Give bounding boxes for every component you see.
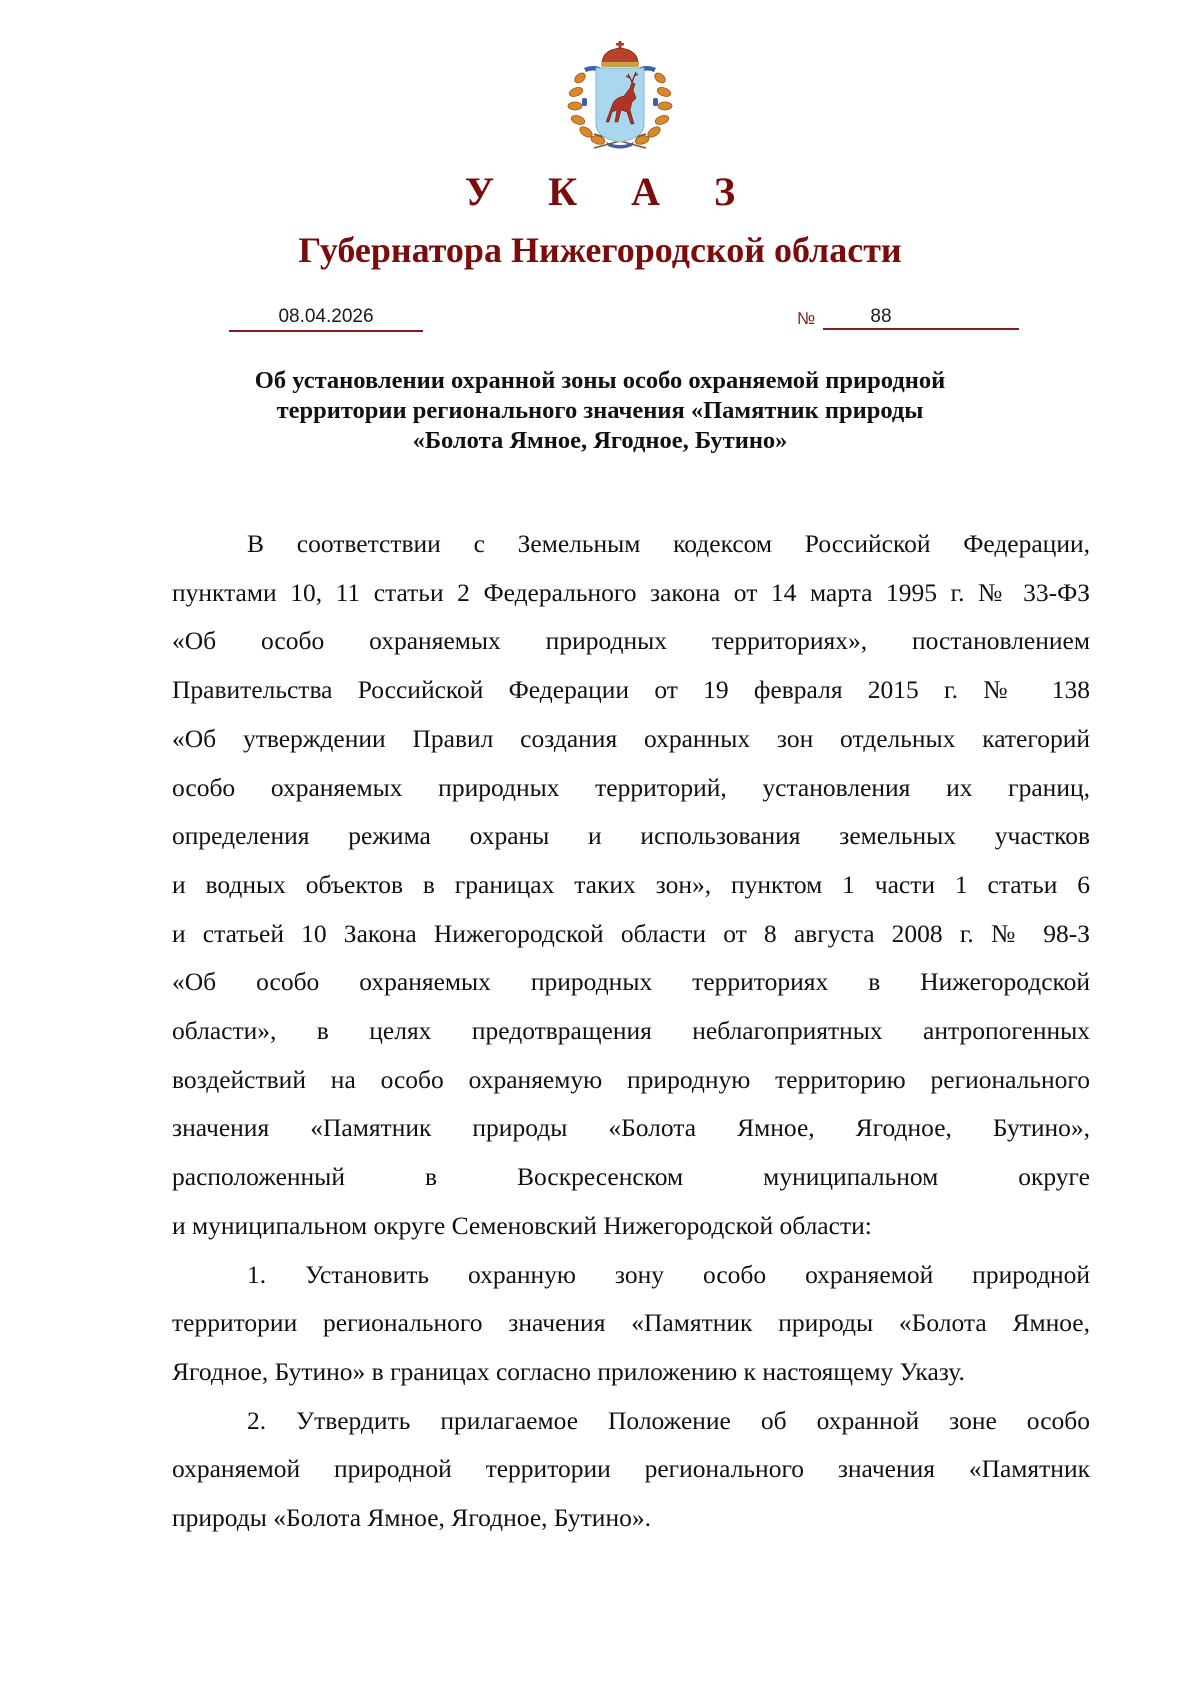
body-line: В соответствии с Земельным кодексом Российской Федерации, (247, 529, 1090, 558)
body-line: пунктами 10, 11 статьи 2 Федерального закона от 14 марта 1995 г. № 33-ФЗ (172, 577, 1090, 607)
body-line: и статьей 10 Закона Нижегородской области от 8 августа 2008 г. № 98-З (172, 918, 1090, 948)
body-line: Правительства Российской Федерации от 19 февраля 2015 г. № 138 (172, 675, 1090, 705)
body-line: определения режима охраны и использования земельных участков (172, 821, 1090, 851)
body-line: расположенный в Воскресенском муниципальном округе (172, 1162, 1090, 1192)
body-line: Ягодное, Бутино» в границах согласно приложению к настоящему Указу. (172, 1356, 965, 1386)
coat-of-arms-icon (566, 38, 674, 152)
decree-subject (200, 366, 1000, 456)
body-line: «Об особо охраняемых природных территориях в Нижегородской (172, 967, 1090, 997)
subject-line: «Болота Ямное, Ягодное, Бутино» (412, 427, 788, 454)
body-line: охраняемой природной территории регионального значения «Памятник (172, 1454, 1090, 1484)
body-line: «Об особо охраняемых природных территориях», постановлением (172, 626, 1090, 656)
body-line: 1. Установить охранную зону особо охраняемой природной (247, 1259, 1090, 1289)
coat-of-arms-emblem (566, 38, 674, 152)
body-line: особо охраняемых природных территорий, установления их границ, (172, 772, 1090, 802)
subject-line: Об установлении охранной зоны особо охраняемой природной (254, 367, 946, 394)
subject-line: территории регионального значения «Памятник природы (276, 397, 924, 424)
decree-date: 08.04.2026 (229, 304, 423, 332)
item-1-paragraph (172, 1251, 1090, 1397)
preamble-paragraph (172, 520, 1090, 1251)
body-line: области», в целях предотвращения неблагоприятных антропогенных (172, 1016, 1090, 1046)
body-line: и водных объектов в границах таких зон», пунктом 1 части 1 статьи 6 (172, 869, 1090, 899)
issuer-title: Губернатора Нижегородской области (298, 230, 902, 270)
body-line: «Об утверждении Правил создания охранных зон отдельных категорий (172, 723, 1090, 753)
body-line: воздействий на особо охраняемую природную территорию регионального (172, 1064, 1090, 1094)
decree-body (172, 520, 1090, 1543)
number-sign: № (797, 309, 816, 328)
body-line: значения «Памятник природы «Болота Ямное, Ягодное, Бутино», (172, 1113, 1090, 1143)
body-line: и муниципальном округе Семеновский Нижегородской области: (172, 1210, 872, 1240)
item-2-paragraph (172, 1397, 1090, 1543)
body-line: природы «Болота Ямное, Ягодное, Бутино». (172, 1503, 651, 1533)
body-line: территории регионального значения «Памятник природы «Болота Ямное, (172, 1308, 1090, 1338)
decree-number: 88 (823, 304, 1019, 330)
document-heading: У К А З (464, 169, 758, 214)
body-line: 2. Утвердить прилагаемое Положение об охранной зоне особо (247, 1405, 1090, 1435)
